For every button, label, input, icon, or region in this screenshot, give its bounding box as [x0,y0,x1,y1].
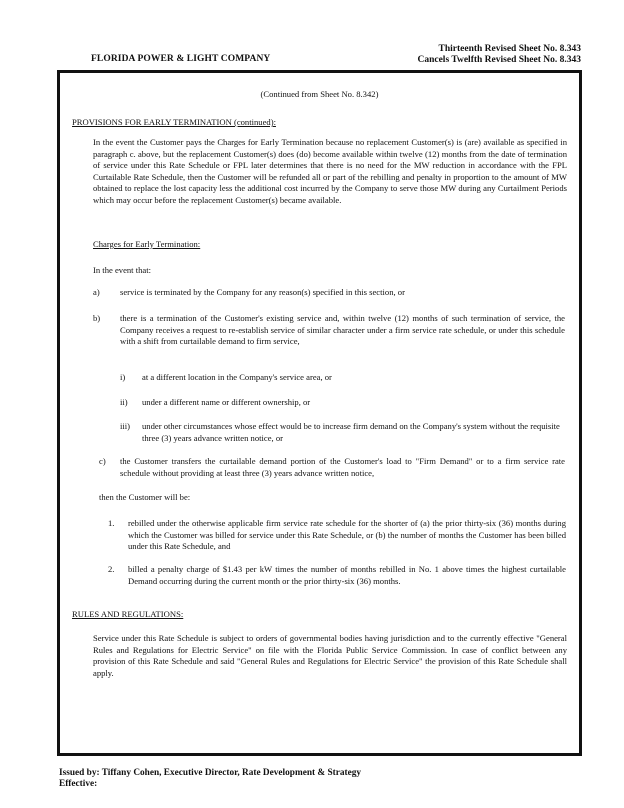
roman-text: at a different location in the Company's service area, or [142,372,332,382]
item-text: service is terminated by the Company for any reason(s) specified in this section, or [120,287,405,297]
sheet-number: Thirteenth Revised Sheet No. 8.343 [438,44,581,54]
section-heading-early-termination: PROVISIONS FOR EARLY TERMINATION (continued): [72,117,276,127]
item-label: c) [99,456,106,466]
item-text: the Customer transfers the curtailable demand portion of the Customer's load to "Firm Demand" or to a firm service rate schedule without providing at least three (3) years advance written notice, [120,456,565,478]
numbered-text: rebilled under the otherwise applicable firm service rate schedule for the shorter of (a) the prior thirty-six (36) months during which the Customer was billed for service under this Rate Schedule, or (b) the number of months the Customer has been billed under this Rate Schedule, and [128,518,566,551]
roman-label: ii) [120,397,128,407]
rules-paragraph: Service under this Rate Schedule is subject to orders of governmental bodies having jurisdiction and to the currently effective "General Rules and Regulations for Electric Service" on file with the Florida Public Service Commission. In case of conflict between any provision of this Rate Schedule and said "General Rules and Regulations for Electric Service" the provision of this Rate Schedule shall apply. [93,633,567,678]
roman-label: iii) [120,421,131,431]
roman-text: under other circumstances whose effect would be to increase firm demand on the Company's system without the requisite three (3) years advance written notice, or [142,421,560,443]
company-name: FLORIDA POWER & LIGHT COMPANY [91,54,271,64]
item-label: b) [93,313,101,323]
effective-date: Effective: [59,779,98,789]
continued-note: (Continued from Sheet No. 8.342) [260,89,379,99]
refund-paragraph: In the event the Customer pays the Charges for Early Termination because no replacement Customer(s) is (are) available as specified in paragraph c. above, but the replacement Customer(s) does (do) become available within twelve (12) months from the date of termination of service under this Rate Schedule or FPL later determines that there is no need for the MW reduction in accordance with the FPL Curtailable Rate Schedule, then the Customer will be refunded all or part of the rebilling and penalty in proportion to the amount of MW obtained to replace the lost capacity less the additional cost incurred by the Company to serve those MW during any Curtailment Periods which may occur before the replacement Customer(s) became available. [93,137,567,205]
charges-heading: Charges for Early Termination: [93,239,201,249]
roman-label: i) [120,372,126,382]
numbered-label: 2. [108,564,115,574]
sheet-info [417,44,581,66]
issued-by: Issued by: Tiffany Cohen, Executive Director, Rate Development & Strategy [59,768,362,778]
item-label: a) [93,287,100,297]
roman-text: under a different name or different ownership, or [142,397,311,407]
numbered-label: 1. [108,518,115,528]
tariff-frame [57,70,582,756]
in-event-text: In the event that: [93,265,151,275]
item-text: there is a termination of the Customer's existing service and, within twelve (12) months of such termination of service, the Company receives a request to re-establish service of similar character under a firm service rate schedule, or under this schedule with a shift from curtailable demand to firm service, [120,313,565,346]
section-heading-rules: RULES AND REGULATIONS: [72,609,184,619]
numbered-text: billed a penalty charge of $1.43 per kW times the number of months rebilled in No. 1 above times the highest curtailable Demand occurring during the current month or the prior thirty-six (36) months. [128,564,566,586]
cancels-sheet: Cancels Twelfth Revised Sheet No. 8.343 [417,55,581,65]
then-customer-text: then the Customer will be: [99,492,191,502]
